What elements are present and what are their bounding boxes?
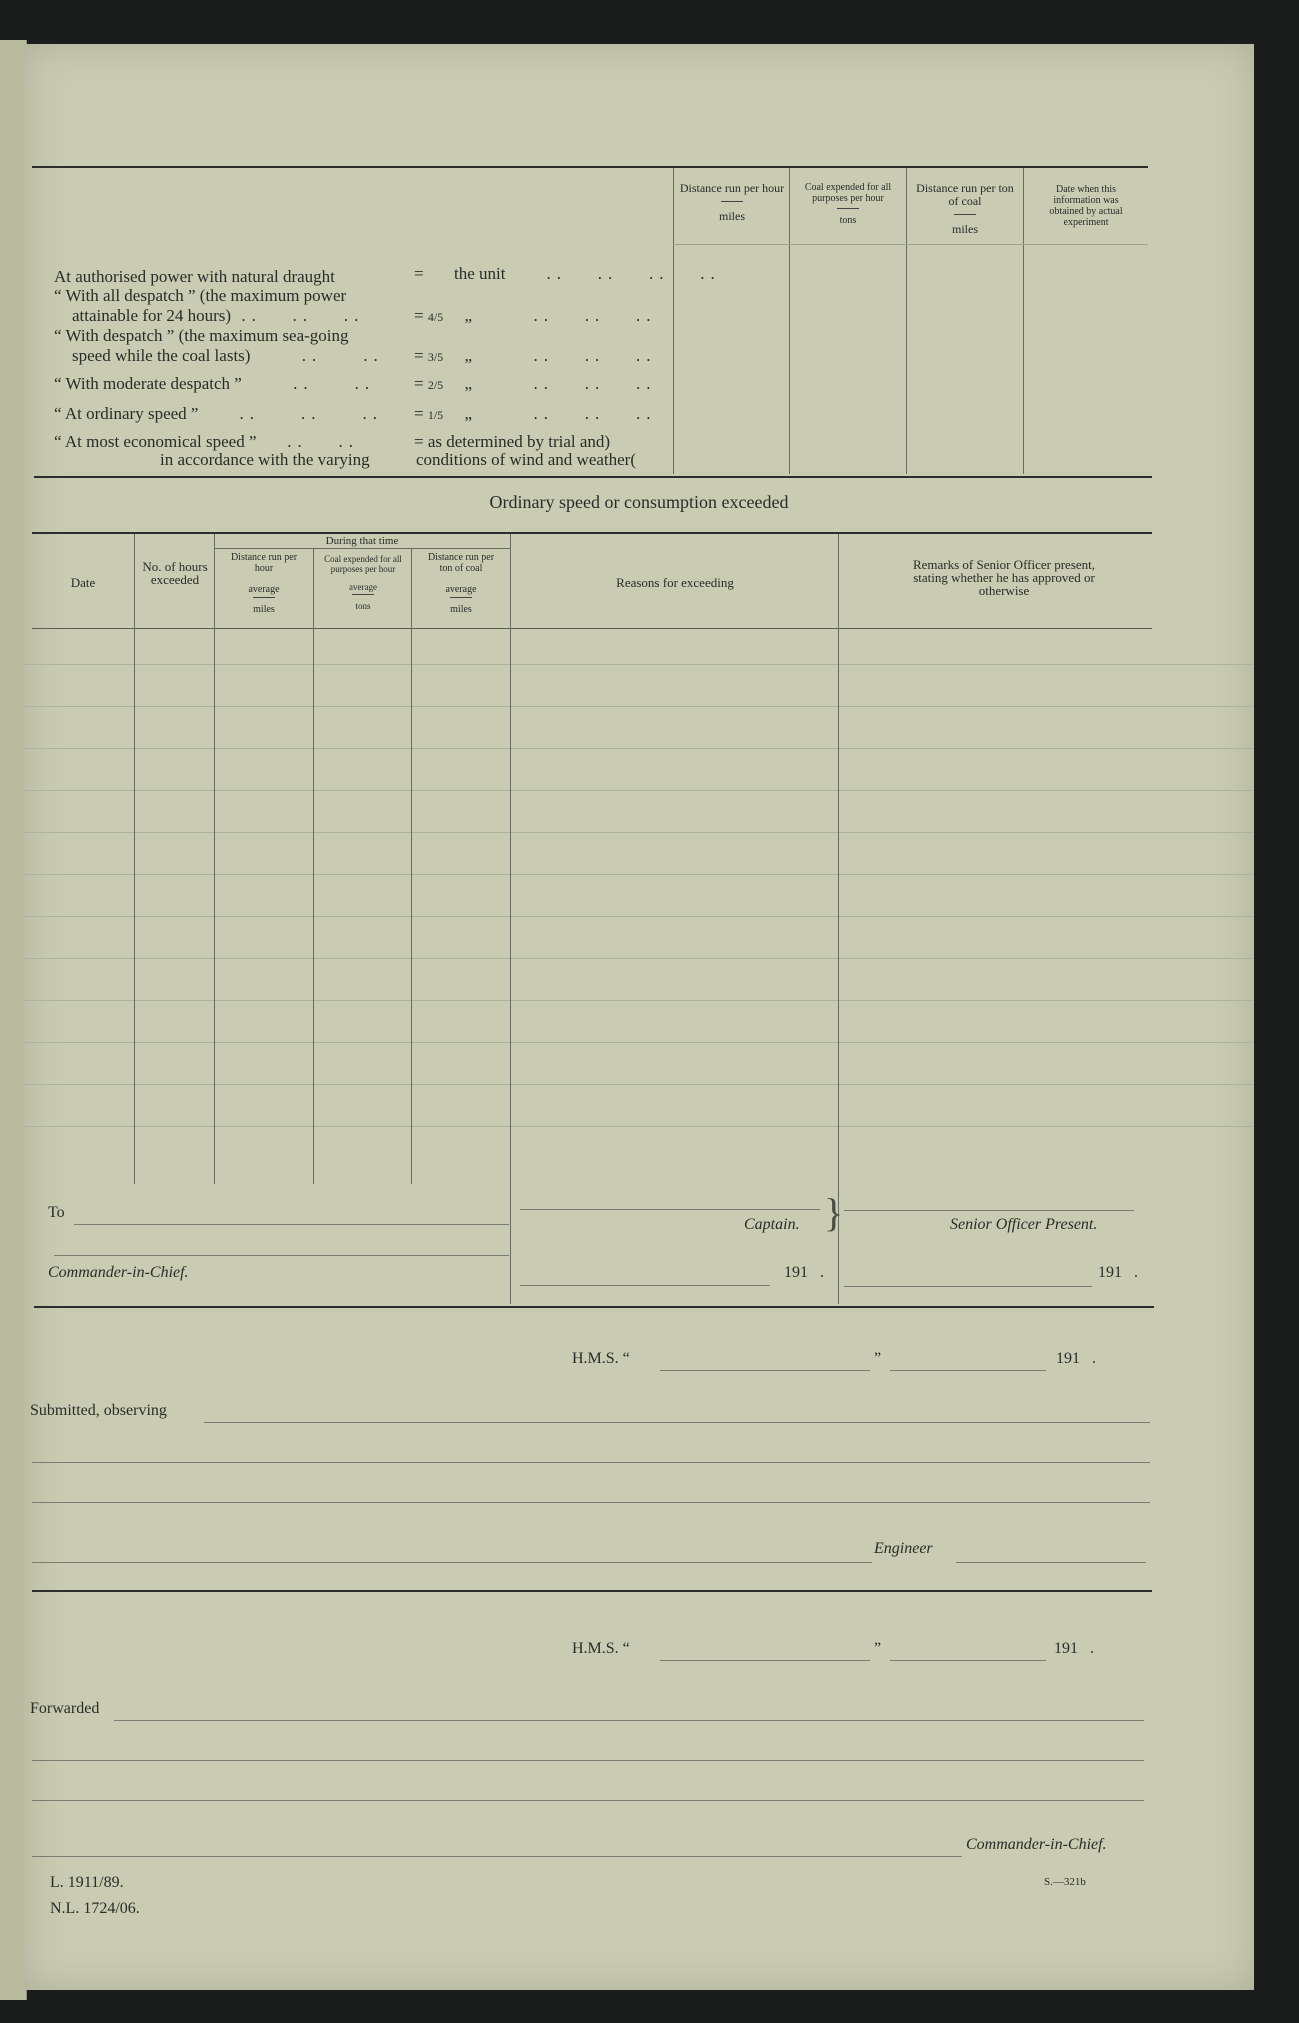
row-economical-value-2: conditions of wind and weather( bbox=[416, 450, 637, 469]
col-divider bbox=[510, 534, 511, 1304]
hms-close-2: ” bbox=[874, 1640, 882, 1657]
col-divider bbox=[134, 534, 135, 1184]
ruled-background bbox=[24, 664, 1254, 1144]
row-authorised: At authorised power with natural draught bbox=[54, 267, 335, 286]
hms-prefix-1: H.M.S. “ bbox=[572, 1350, 630, 1367]
table-bottom-rule bbox=[34, 476, 1152, 478]
forwarded-line-3[interactable] bbox=[32, 1800, 1144, 1801]
row-eq: = 3/5 „ .. .. .. bbox=[414, 346, 657, 365]
commander-label: Commander-in-Chief. bbox=[48, 1264, 189, 1281]
senior-officer-line[interactable] bbox=[844, 1210, 1134, 1211]
row-despatch-2: speed while the coal lasts) .. .. bbox=[72, 346, 384, 365]
row-economical: “ At most economical speed ” .. .. bbox=[54, 432, 360, 451]
hms-ship-line-2[interactable] bbox=[660, 1660, 870, 1661]
engineer-line[interactable] bbox=[956, 1562, 1146, 1563]
hms-prefix-2: H.M.S. “ bbox=[572, 1640, 630, 1657]
hdr-reasons: Reasons for exceeding bbox=[616, 575, 734, 590]
page-edge bbox=[0, 40, 27, 2000]
captain-date-line[interactable] bbox=[520, 1285, 770, 1286]
row-eq: = 2/5 „ .. .. .. bbox=[414, 374, 657, 393]
col-distance-per-hour: Distance run per hour miles bbox=[679, 181, 785, 223]
row-economical-value: = as determined by trial and) bbox=[414, 432, 611, 451]
hms-date-line-2[interactable] bbox=[890, 1660, 1046, 1661]
row-eq: = 4/5 „ .. .. .. bbox=[414, 306, 657, 325]
hdr-coal-hour: Coal expended for all purposes per hour average tons bbox=[324, 554, 402, 611]
hms-date-line-1[interactable] bbox=[890, 1370, 1046, 1371]
signature-bottom-rule bbox=[34, 1306, 1154, 1308]
section-title: Ordinary speed or consumption exceeded bbox=[489, 492, 789, 512]
row-all-despatch-2: attainable for 24 hours) .. .. .. bbox=[72, 306, 365, 325]
hms-close-1: ” bbox=[874, 1350, 882, 1367]
submitted-line-4[interactable] bbox=[32, 1562, 872, 1563]
col-divider bbox=[673, 168, 674, 474]
col-date-experiment: Date when this information was obtained by actual experiment bbox=[1049, 184, 1123, 228]
engineer-label: Engineer bbox=[874, 1540, 933, 1557]
hms-year-1: 191 . bbox=[1056, 1350, 1096, 1367]
row-moderate: “ With moderate despatch ” .. .. bbox=[54, 374, 376, 393]
row-eq: = bbox=[414, 264, 424, 283]
captain-year: 191 . bbox=[784, 1264, 824, 1281]
commander-label-2: Commander-in-Chief. bbox=[966, 1836, 1107, 1853]
hms-year-2: 191 . bbox=[1054, 1640, 1094, 1657]
forwarded-line[interactable] bbox=[114, 1720, 1144, 1721]
to-line-2[interactable] bbox=[54, 1255, 509, 1256]
hdr-date: Date bbox=[70, 575, 96, 590]
form-page bbox=[24, 44, 1254, 1990]
form-number: S.—321b bbox=[1044, 1876, 1086, 1888]
col-divider bbox=[214, 534, 215, 1184]
row-economical-2: in accordance with the varying bbox=[160, 450, 370, 469]
row-all-despatch: “ With all despatch ” (the maximum power bbox=[54, 286, 347, 305]
header-rule bbox=[673, 244, 1148, 245]
exceeded-top-rule bbox=[32, 532, 1152, 534]
col-divider bbox=[1023, 168, 1024, 474]
to-label: To bbox=[48, 1204, 65, 1221]
to-line[interactable] bbox=[74, 1224, 509, 1225]
col-coal-per-hour: Coal expended for all purposes per hour tons bbox=[804, 182, 892, 226]
submitted-line-3[interactable] bbox=[32, 1502, 1150, 1503]
hdr-during: During that time bbox=[325, 535, 399, 547]
hms-ship-line-1[interactable] bbox=[660, 1370, 870, 1371]
ref-l: L. 1911/89. bbox=[50, 1874, 124, 1891]
row-unit: the unit .. .. .. .. bbox=[454, 264, 721, 283]
forwarded-line-4[interactable] bbox=[32, 1856, 962, 1857]
brace: } bbox=[824, 1190, 844, 1235]
forwarded-label: Forwarded bbox=[30, 1700, 100, 1717]
submitted-label: Submitted, observing bbox=[30, 1402, 167, 1419]
senior-year: 191 . bbox=[1098, 1264, 1138, 1281]
submitted-line[interactable] bbox=[204, 1422, 1150, 1423]
submitted-line-2[interactable] bbox=[32, 1462, 1150, 1463]
col-divider bbox=[789, 168, 790, 474]
row-despatch: “ With despatch ” (the maximum sea-going bbox=[54, 326, 349, 345]
top-rule bbox=[32, 166, 1148, 168]
captain-label: Captain. bbox=[744, 1216, 800, 1233]
col-divider bbox=[411, 549, 412, 1184]
col-divider bbox=[906, 168, 907, 474]
col-distance-per-ton: Distance run per ton of coal miles bbox=[916, 181, 1014, 236]
col-divider bbox=[313, 549, 314, 1184]
hdr-dist-hour: Distance run per hour average miles bbox=[230, 552, 298, 615]
hdr-hours: No. of hours exceeded bbox=[142, 559, 208, 587]
ref-nl: N.L. 1724/06. bbox=[50, 1900, 140, 1917]
senior-officer-label: Senior Officer Present. bbox=[950, 1216, 1098, 1233]
hdr-remarks: Remarks of Senior Officer present, stating whether he has approved or otherwise bbox=[912, 557, 1096, 598]
forwarded-line-2[interactable] bbox=[32, 1760, 1144, 1761]
captain-line[interactable] bbox=[520, 1209, 820, 1210]
hdr-dist-ton: Distance run per ton of coal average miles bbox=[427, 552, 495, 615]
row-eq: = 1/5 „ .. .. .. bbox=[414, 404, 657, 423]
exceeded-header-rule bbox=[32, 628, 1152, 629]
during-rule bbox=[214, 548, 510, 549]
row-ordinary: “ At ordinary speed ” .. .. .. bbox=[54, 404, 383, 423]
senior-date-line[interactable] bbox=[844, 1286, 1092, 1287]
engineer-bottom-rule bbox=[32, 1590, 1152, 1592]
